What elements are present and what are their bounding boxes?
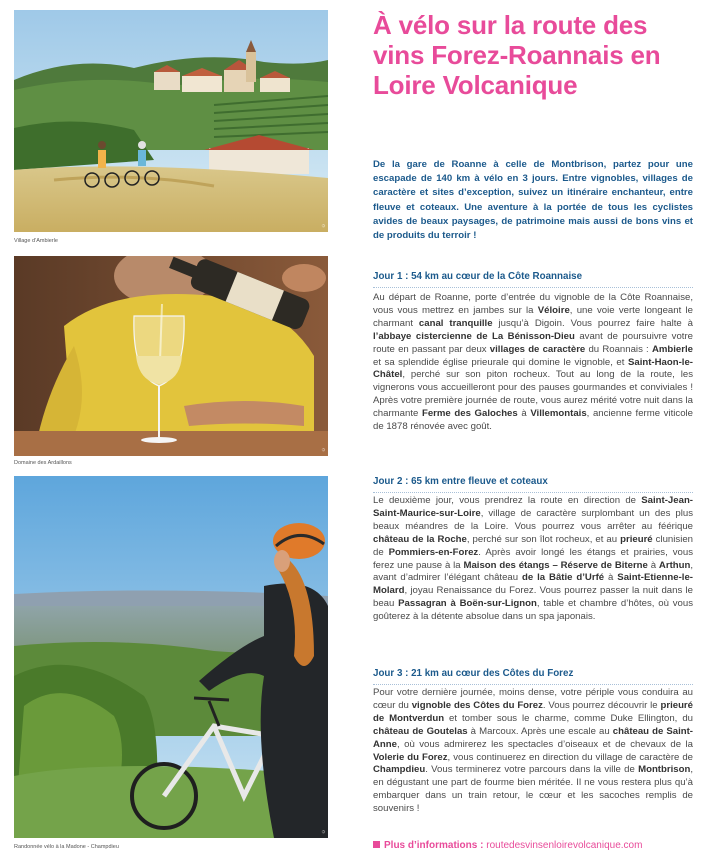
body-text-run: à bbox=[517, 408, 531, 420]
body-text-run: , une voie verte longeant le charmant bbox=[373, 304, 693, 329]
day-1-divider bbox=[373, 287, 693, 288]
highlight-place: Pommiers-en-Forez bbox=[388, 546, 479, 558]
day-1-body bbox=[373, 292, 693, 434]
body-text-run: à bbox=[604, 572, 618, 584]
body-text-run: , où vous admirerez les spectacles d’oiseaux et de chevaux de la bbox=[396, 738, 693, 750]
highlight-place: Maison des étangs – Réserve de Biterne bbox=[463, 559, 648, 571]
body-text-run: , en dégustant une part de fourme bien méritée. Il ne vous restera plus qu’à embarquer dans un train retour, le cœur et les sacoches remplis de souvenirs ! bbox=[373, 764, 693, 815]
highlight-place: Montbrison bbox=[638, 764, 691, 776]
body-text-run: . Vous pourrez découvrir le bbox=[542, 699, 661, 711]
body-text-run: à bbox=[647, 559, 659, 571]
photo-credit: © bbox=[321, 223, 326, 228]
body-text-run: , table et chambre d’hôtes, où vous goûterez à la détente absolue dans un spa japonais. bbox=[373, 598, 693, 623]
highlight-place: l’abbaye cistercienne de La Bénisson-Dieu bbox=[373, 330, 575, 342]
highlight-place: prieuré de Montverdun bbox=[373, 699, 693, 724]
wine-pouring-image bbox=[14, 256, 328, 456]
photo-domaine-ardaillons bbox=[14, 256, 328, 456]
highlight-place: château de Goutelas bbox=[373, 725, 468, 737]
day-3-title-text: Jour 3 : 21 km au cœur des Côtes du Forez bbox=[373, 668, 574, 679]
body-text-run: , joyau Renaissance du Forez. Vous pourrez passer la nuit dans le beau bbox=[373, 585, 693, 610]
body-text-run: à Marcoux. Après une escale au bbox=[467, 725, 613, 737]
body-text-run: Pour votre dernière journée, moins dense, votre périple vous conduira au cœur du bbox=[373, 687, 693, 711]
article-intro: De la gare de Roanne à celle de Montbrison, partez pour une escapade de 140 km à vélo en 3 jours. Entre vignobles, villages de caractère et sites d’exception, suivez un itinéraire enchanteur, entre fleuve et coteaux. Une aventure à la portée de tous les cyclistes avides de beaux paysages, de patrimoine mais aussi de bons vins et de produits du terroir ! bbox=[373, 159, 693, 242]
body-text-run: , perché sur son piton rocheux. Tout au long de la route, les vignerons vous accueilleront pour des pauses gourmandes et conviviales ! Après votre première journée de route, vous aurez mérité votre nuit dans la charmante bbox=[373, 369, 693, 420]
article-title: À vélo sur la route des vins Forez-Roannais en Loire Volcanique bbox=[373, 10, 661, 100]
photo-madone-champdieu bbox=[14, 476, 328, 838]
more-info-label: Plus d’informations : bbox=[384, 840, 487, 851]
photo-credit: © bbox=[321, 829, 326, 834]
day-3-title bbox=[373, 668, 693, 685]
highlight-place: prieuré bbox=[620, 533, 653, 545]
photo-village-ambierle bbox=[14, 10, 328, 232]
cyclist-view-image bbox=[14, 476, 328, 838]
body-text-run: Au départ de Roanne, porte d’entrée du vignoble de la Côte Roannaise, vous vous mettrez en jambes sur la bbox=[373, 292, 693, 316]
highlight-place: canal tranquille bbox=[418, 317, 493, 329]
caption-photo-1: Village d’Ambierle bbox=[14, 238, 58, 244]
body-text-run: , vous continuerez en direction du village de caractère de bbox=[447, 751, 694, 763]
more-info-link[interactable]: routedesvinsenloirevolcanique.com bbox=[486, 840, 643, 851]
photo-credit: © bbox=[321, 447, 326, 452]
highlight-place: château de Saint-Anne bbox=[373, 725, 694, 750]
body-text-run: , village de caractère surplombant un des plus beaux méandres de la Loire. Vous pourrez vous arrêter au féérique bbox=[373, 507, 693, 532]
highlight-place: Saint-Jean-Saint-Maurice-sur-Loire bbox=[373, 495, 693, 519]
body-text-run: , perché sur son îlot rocheux, et au bbox=[466, 533, 621, 545]
body-text-run: du Roannais : bbox=[585, 343, 652, 355]
day-2-body bbox=[373, 495, 693, 624]
highlight-place: Ambierle bbox=[651, 343, 693, 355]
caption-photo-2: Domaine des Ardaillons bbox=[14, 460, 72, 466]
caption-photo-3: Randonnée vélo à la Madone - Champdieu bbox=[14, 844, 119, 850]
body-text-run: avant de poursuivre votre route en passant par deux bbox=[373, 330, 693, 355]
highlight-place: Passagran à Boën-sur-Lignon bbox=[398, 598, 537, 610]
body-text-run: et tomber sous le charme, comme Duke Ellington, du bbox=[444, 712, 693, 724]
highlight-place: Villemontais bbox=[530, 408, 587, 420]
day-2-title-text: Jour 2 : 65 km entre fleuve et coteaux bbox=[373, 476, 548, 487]
square-bullet-icon bbox=[373, 841, 380, 848]
village-vineyard-image bbox=[14, 10, 328, 232]
highlight-place: Arthun bbox=[658, 559, 691, 571]
day-3-body bbox=[373, 687, 693, 816]
day-1-title-text: Jour 1 : 54 km au cœur de la Côte Roannaise bbox=[373, 271, 583, 282]
day-3-divider bbox=[373, 684, 693, 685]
highlight-place: Volerie du Forez bbox=[373, 751, 448, 763]
day-2-title bbox=[373, 476, 693, 493]
highlight-place: château de la Roche bbox=[373, 533, 467, 545]
highlight-place: de la Bâtie d’Urfé bbox=[522, 572, 605, 584]
body-text-run: , ancienne ferme viticole de 1878 rénovée avec goût. bbox=[373, 408, 694, 433]
highlight-place: Véloire bbox=[537, 304, 570, 316]
day-2-divider bbox=[373, 492, 693, 493]
body-text-run: . Après avoir longé les étangs et prairies, vous ferez une pause à la bbox=[373, 546, 693, 571]
body-text-run: jusqu’à Digoin. Vous pourrez faire halte à bbox=[492, 317, 693, 329]
body-text-run: , avant d’admirer l’élégant château bbox=[373, 559, 694, 584]
highlight-place: villages de caractère bbox=[489, 343, 586, 355]
body-text-run: clunisien de bbox=[373, 533, 693, 558]
day-1-title bbox=[373, 271, 693, 288]
highlight-place: Saint-Etienne-le-Molard bbox=[373, 572, 693, 597]
body-text-run: et sa splendide église prieurale qui domine le vignoble, et bbox=[373, 356, 628, 368]
highlight-place: Saint-Haon-le-Châtel bbox=[373, 356, 693, 381]
highlight-place: Champdieu bbox=[373, 764, 426, 776]
body-text-run: . Vous terminerez votre parcours dans la ville de bbox=[425, 764, 639, 776]
body-text-run: Le deuxième jour, vous prendrez la route en direction de bbox=[373, 495, 642, 506]
highlight-place: vignoble des Côtes du Forez bbox=[411, 699, 543, 711]
more-info bbox=[373, 840, 693, 851]
highlight-place: Ferme des Galoches bbox=[421, 408, 518, 420]
